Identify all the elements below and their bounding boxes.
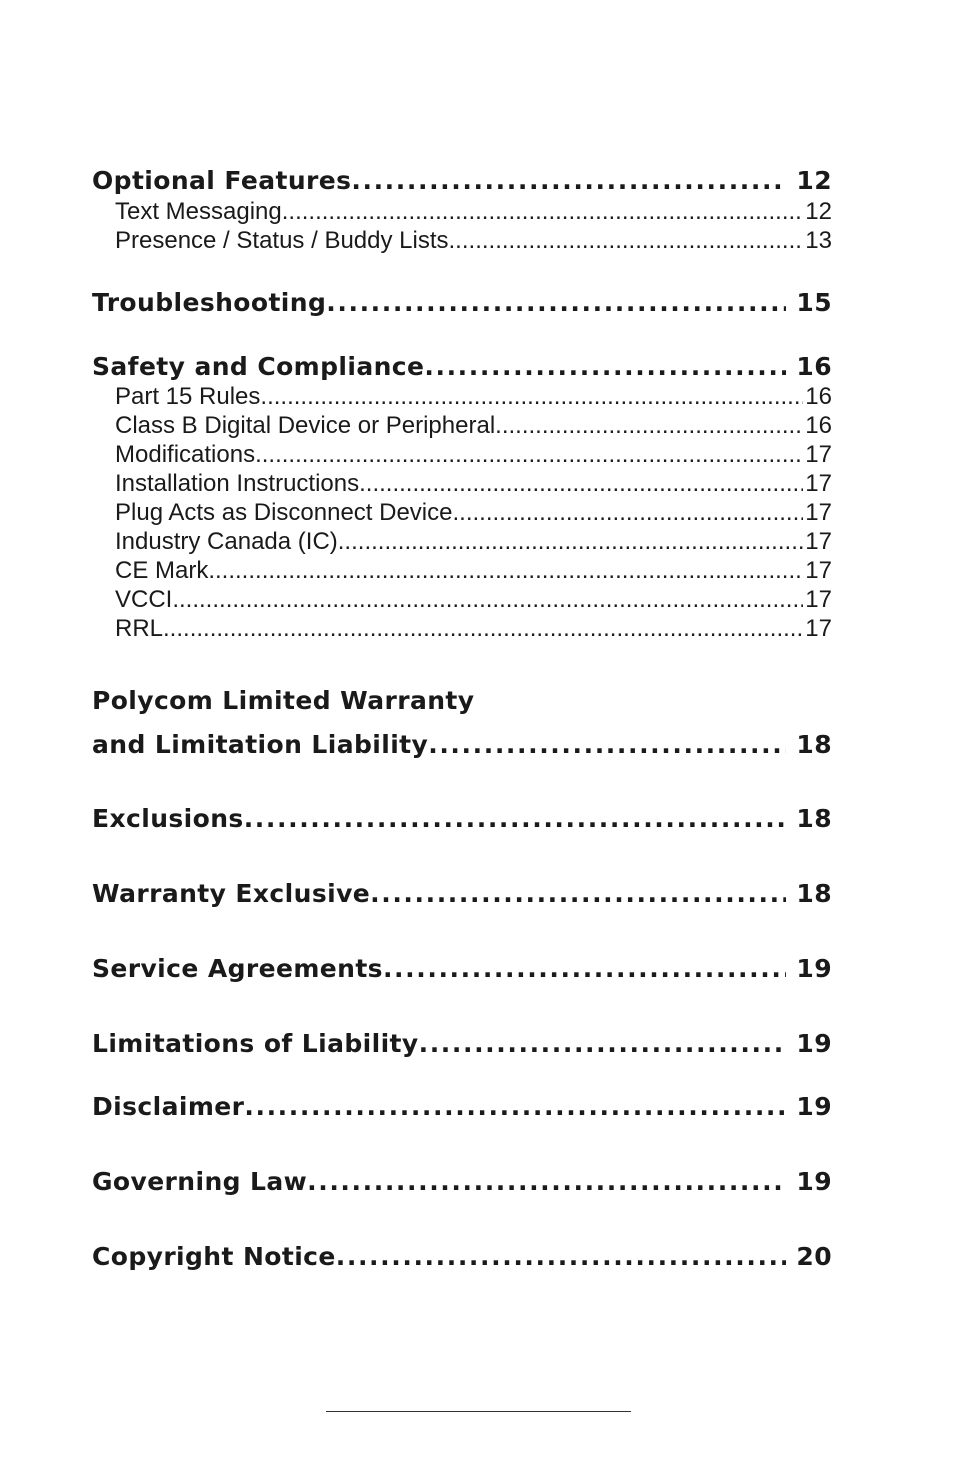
toc-entry-limitations[interactable] — [92, 1029, 832, 1058]
toc-page-number: 18 — [796, 879, 832, 908]
toc-page-number: 19 — [796, 1092, 832, 1121]
toc-page-number: 12 — [796, 166, 832, 195]
dot-leader — [208, 557, 803, 585]
dot-leader — [419, 1029, 787, 1058]
toc-subentry-title: Presence / Status / Buddy Lists — [115, 227, 449, 254]
dot-leader — [351, 166, 786, 195]
toc-page-number: 20 — [796, 1242, 832, 1271]
toc-entry-title: and Limitation Liability — [92, 730, 429, 759]
toc-subentry-plug[interactable] — [115, 499, 832, 527]
dot-leader — [255, 441, 803, 469]
toc-entry-title: Disclaimer — [92, 1092, 245, 1121]
toc-subentry-text-messaging[interactable] — [115, 198, 832, 226]
toc-entry-title: Safety and Compliance — [92, 352, 425, 381]
toc-subentry-presence[interactable] — [115, 227, 832, 255]
toc-entry-warranty-exclusive[interactable] — [92, 879, 832, 908]
toc-page-number: 17 — [805, 499, 832, 526]
toc-page-number: 17 — [805, 470, 832, 497]
toc-subentry-title: Class B Digital Device or Peripheral — [115, 412, 496, 439]
toc-entry-optional-features[interactable] — [92, 166, 832, 195]
toc-entry-title: Copyright Notice — [92, 1242, 336, 1271]
dot-leader — [282, 198, 804, 226]
dot-leader — [383, 954, 786, 983]
toc-page-number: 17 — [805, 528, 832, 555]
dot-leader — [244, 1092, 786, 1121]
dot-leader — [453, 499, 804, 527]
toc-page-number: 12 — [805, 198, 832, 225]
dot-leader — [172, 586, 803, 614]
toc-entry-title: Governing Law — [92, 1167, 308, 1196]
toc-page-number: 18 — [796, 804, 832, 833]
toc-subentry-ce-mark[interactable] — [115, 557, 832, 585]
dot-leader — [359, 470, 803, 498]
toc-entry-title: Optional Features — [92, 166, 352, 195]
toc-subentry-class-b[interactable] — [115, 412, 832, 440]
toc-subentry-title: RRL — [115, 615, 164, 642]
toc-entry-warranty-line1: Polycom Limited Warranty — [92, 686, 475, 715]
toc-entry-safety[interactable] — [92, 352, 832, 381]
toc-page-number: 17 — [805, 441, 832, 468]
toc-page-number: 16 — [805, 412, 832, 439]
toc-subentry-title: Text Messaging — [115, 198, 282, 225]
toc-page-number: 13 — [805, 227, 832, 254]
toc-subentry-title: Plug Acts as Disconnect Device — [115, 499, 453, 526]
toc-page-number: 17 — [805, 586, 832, 613]
toc-page-number: 15 — [796, 288, 832, 317]
dot-leader — [449, 227, 804, 255]
toc-page-number: 19 — [796, 1029, 832, 1058]
toc-entry-troubleshooting[interactable] — [92, 288, 832, 317]
toc-entry-governing-law[interactable] — [92, 1167, 832, 1196]
toc-entry-title: Service Agreements — [92, 954, 383, 983]
toc-subentry-title: Modifications — [115, 441, 256, 468]
dot-leader — [338, 528, 804, 556]
toc-subentry-title: Part 15 Rules — [115, 383, 261, 410]
dot-leader — [424, 352, 786, 381]
toc-subentry-industry-canada[interactable] — [115, 528, 832, 556]
toc-subentry-modifications[interactable] — [115, 441, 832, 469]
toc-entry-title: Exclusions — [92, 804, 244, 833]
toc-entry-title: Warranty Exclusive — [92, 879, 371, 908]
dot-leader — [163, 615, 803, 643]
toc-subentry-title: VCCI — [115, 586, 173, 613]
dot-leader — [260, 383, 803, 411]
dot-leader — [326, 288, 786, 317]
toc-subentry-title: Installation Instructions — [115, 470, 360, 497]
dot-leader — [370, 879, 786, 908]
toc-entry-title: Troubleshooting — [92, 288, 327, 317]
dot-leader — [428, 730, 786, 759]
toc-entry-exclusions[interactable] — [92, 804, 832, 833]
toc-entry-copyright[interactable] — [92, 1242, 832, 1271]
toc-subentry-title: Industry Canada (IC) — [115, 528, 338, 555]
dot-leader — [307, 1167, 786, 1196]
toc-page-number: 16 — [805, 383, 832, 410]
toc-page-number: 17 — [805, 557, 832, 584]
toc-subentry-title: CE Mark — [115, 557, 209, 584]
toc-page-number: 19 — [796, 1167, 832, 1196]
toc-page-number: 19 — [796, 954, 832, 983]
toc-page-number: 17 — [805, 615, 832, 642]
footer-rule — [326, 1411, 631, 1412]
toc-subentry-vcci[interactable] — [115, 586, 832, 614]
toc-entry-service-agreements[interactable] — [92, 954, 832, 983]
dot-leader — [495, 412, 803, 440]
toc-subentry-installation[interactable] — [115, 470, 832, 498]
dot-leader — [244, 804, 787, 833]
toc-page-number: 16 — [796, 352, 832, 381]
toc-subentry-rrl[interactable] — [115, 615, 832, 643]
toc-entry-title: Limitations of Liability — [92, 1029, 419, 1058]
toc-entry-warranty[interactable] — [92, 730, 832, 759]
dot-leader — [336, 1242, 787, 1271]
toc-page-number: 18 — [796, 730, 832, 759]
toc-subentry-part-15[interactable] — [115, 383, 832, 411]
toc-entry-disclaimer[interactable] — [92, 1092, 832, 1121]
